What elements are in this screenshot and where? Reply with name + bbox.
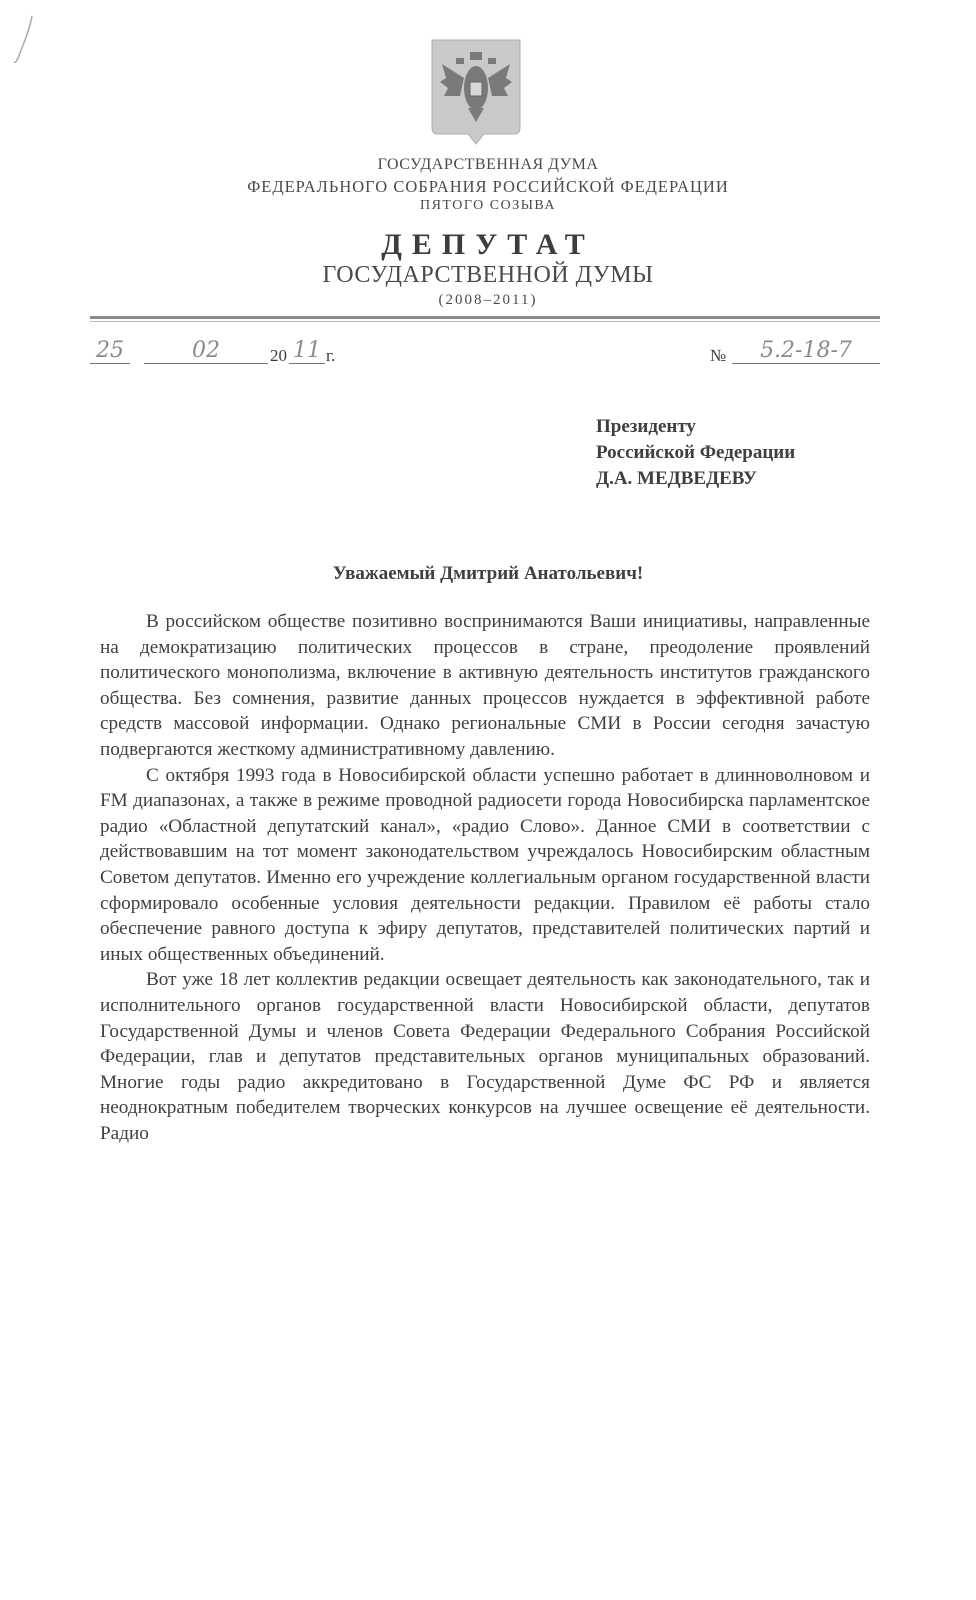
paragraph: С октября 1993 года в Новосибирской области успешно работает в длинноволновом и FM диапазонах, а также в режиме проводной радиосети города Новосибирска парламентское радио «Областной депутатский канал», «радио Слово». Данное СМИ в соответствии с действовавшим на тот момент законодательством учреждалось Новосибирским областным Советом депутатов. Именно его учреждение коллегиальным органом государственной власти сформировало особенные условия деятельности редакции. Правилом её работы стало обеспечение равного доступа к эфиру депутатов, представителей политических партий и иных общественных объединений.: [100, 764, 870, 965]
document-number: 5.2-18-7: [732, 338, 880, 364]
addressee-country: Российской Федерации: [596, 442, 796, 463]
letterhead-subtitle: ГОСУДАРСТВЕННОЙ ДУМЫ: [322, 262, 654, 288]
greeting: Уважаемый Дмитрий Анатольевич!: [332, 563, 644, 584]
number-label: №: [710, 346, 727, 365]
letterhead-line-1: ГОСУДАРСТВЕННАЯ ДУМА: [377, 156, 599, 173]
letterhead-years: (2008–2011): [438, 292, 538, 308]
addressee-title: Президенту: [596, 416, 696, 437]
letter-body: [100, 609, 870, 1146]
date-number-line: [90, 338, 880, 372]
header-rule-thin: [90, 321, 880, 322]
paragraph: В российском обществе позитивно воспринимаются Ваши инициативы, направленные на демократизацию политических процессов в стране, преодоление проявлений политического монополизма, включение в активную деятельность институтов гражданского общества. Без сомнения, развитие данных процессов нуждается в эффективной работе средств массовой информации. Однако региональные СМИ в России сегодня зачастую подвергаются жесткому административному давлению.: [100, 611, 870, 760]
date-year-suffix: 11: [289, 338, 325, 364]
date-year-unit: г.: [326, 346, 336, 365]
letterhead-line-3: ПЯТОГО СОЗЫВА: [419, 198, 557, 213]
date-month: 02: [144, 338, 268, 364]
letterhead-line-2: ФЕДЕРАЛЬНОГО СОБРАНИЯ РОССИЙСКОЙ ФЕДЕРАЦИИ: [247, 177, 729, 196]
addressee-name: Д.А. МЕДВЕДЕВУ: [596, 468, 757, 489]
date-day: 25: [90, 338, 130, 364]
handwritten-check-mark: [10, 8, 40, 68]
paragraph: Вот уже 18 лет коллектив редакции освещает деятельность как законодательного, так и исполнительного органов государственной власти Новосибирской области, депутатов Государственной Думы и членов Совета Федерации Федерального Собрания Российской Федерации, глав и депутатов представительных органов муниципальных образований. Многие годы радио аккредитовано в Государственной Думе ФС РФ и является неоднократным победителем творческих конкурсов на лучшее освещение её деятельности. Радио: [100, 969, 870, 1144]
coat-of-arms-emblem: [430, 38, 522, 146]
letterhead-title: ДЕПУТАТ: [381, 228, 595, 261]
addressee-block: [596, 414, 795, 492]
date-year-prefix: 20: [270, 346, 287, 365]
header-rule-thick: [90, 316, 880, 319]
